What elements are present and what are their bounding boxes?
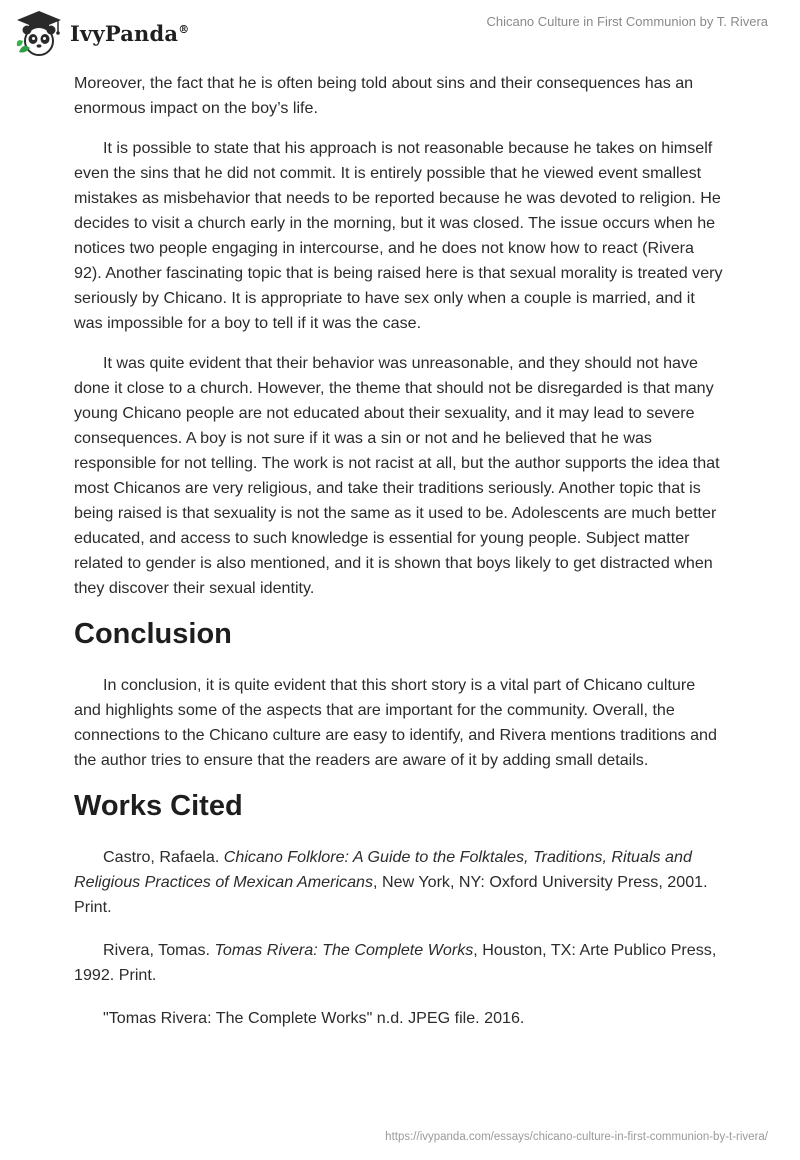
citation-item xyxy=(74,938,724,988)
citation-author: Rivera, Tomas. xyxy=(103,941,215,959)
body-paragraph: It was quite evident that their behavior was unreasonable, and they should not have done it close to a church. However, the theme that should not be disregarded is that many young Chicano people are not educated about their sexuality, and it may lead to severe consequences. A boy is not sure if it was a sin or not and he believed that he was responsible for not telling. The work is not racist at all, but the author supports the idea that most Chicanos are very religious, and take their traditions seriously. Another topic that is being raised is that sexuality is not the same as it used to be. Adolescents are much better educated, and access to such knowledge is essential for young people. Subject matter related to gender is also mentioned, and it is shown that boys likely to get distracted when they discover their sexual identity. xyxy=(74,354,720,597)
essay-content xyxy=(74,71,724,1049)
conclusion-paragraph: In conclusion, it is quite evident that this short story is a vital part of Chicano culture and highlights some of the aspects that are important for the community. Overall, the connections to the Chicano culture are easy to identify, and Rivera mentions traditions and the author tries to ensure that the readers are aware of it by adding small details. xyxy=(74,676,717,769)
body-paragraph: Moreover, the fact that he is often being told about sins and their consequences has an enormous impact on the boy’s life. xyxy=(74,74,694,117)
conclusion-heading: Conclusion xyxy=(74,618,232,650)
logo-text: IvyPanda® xyxy=(70,20,190,46)
citation-author: Castro, Rafaela. xyxy=(103,848,224,866)
works-cited-heading: Works Cited xyxy=(74,790,243,822)
body-paragraph: It is possible to state that his approach is not reasonable because he takes on himself even the sins that he did not commit. It is entirely possible that he viewed event smallest mistakes as misbehavior that needs to be reported because he was devoted to religion. He decides to visit a church early in the morning, but it was closed. The issue occurs when he notices two people engaging in intercourse, and he does not know how to react (Rivera 92). Another fascinating topic that is being raised here is that sexual morality is treated very seriously by Chicano. It is appropriate to have sex only when a couple is married, and it was impossible for a boy to tell if it was the case. xyxy=(74,139,723,332)
citation-publication: , New York, NY: Oxford University Press, 2001. Print. xyxy=(74,873,708,916)
citation-title: Tomas Rivera: The Complete Works xyxy=(214,941,474,959)
panda-graduate-icon xyxy=(14,8,64,58)
document-title: Chicano Culture in First Communion by T. Rivera xyxy=(486,14,768,29)
source-url[interactable]: https://ivypanda.com/essays/chicano-culture-in-first-communion-by-t-rivera/ xyxy=(385,1131,768,1143)
citation-publication: , Houston, TX: Arte Publico Press, 1992. Print. xyxy=(74,941,717,984)
citation-item: "Tomas Rivera: The Complete Works" n.d. JPEG file. 2016. xyxy=(103,1009,525,1027)
citation-title: Chicano Folklore: A Guide to the Folktales, Traditions, Rituals and Religious Practices of Mexican Americans xyxy=(74,848,692,891)
citation-item xyxy=(74,845,724,920)
ivypanda-logo[interactable] xyxy=(14,8,189,58)
page-header xyxy=(0,0,800,70)
